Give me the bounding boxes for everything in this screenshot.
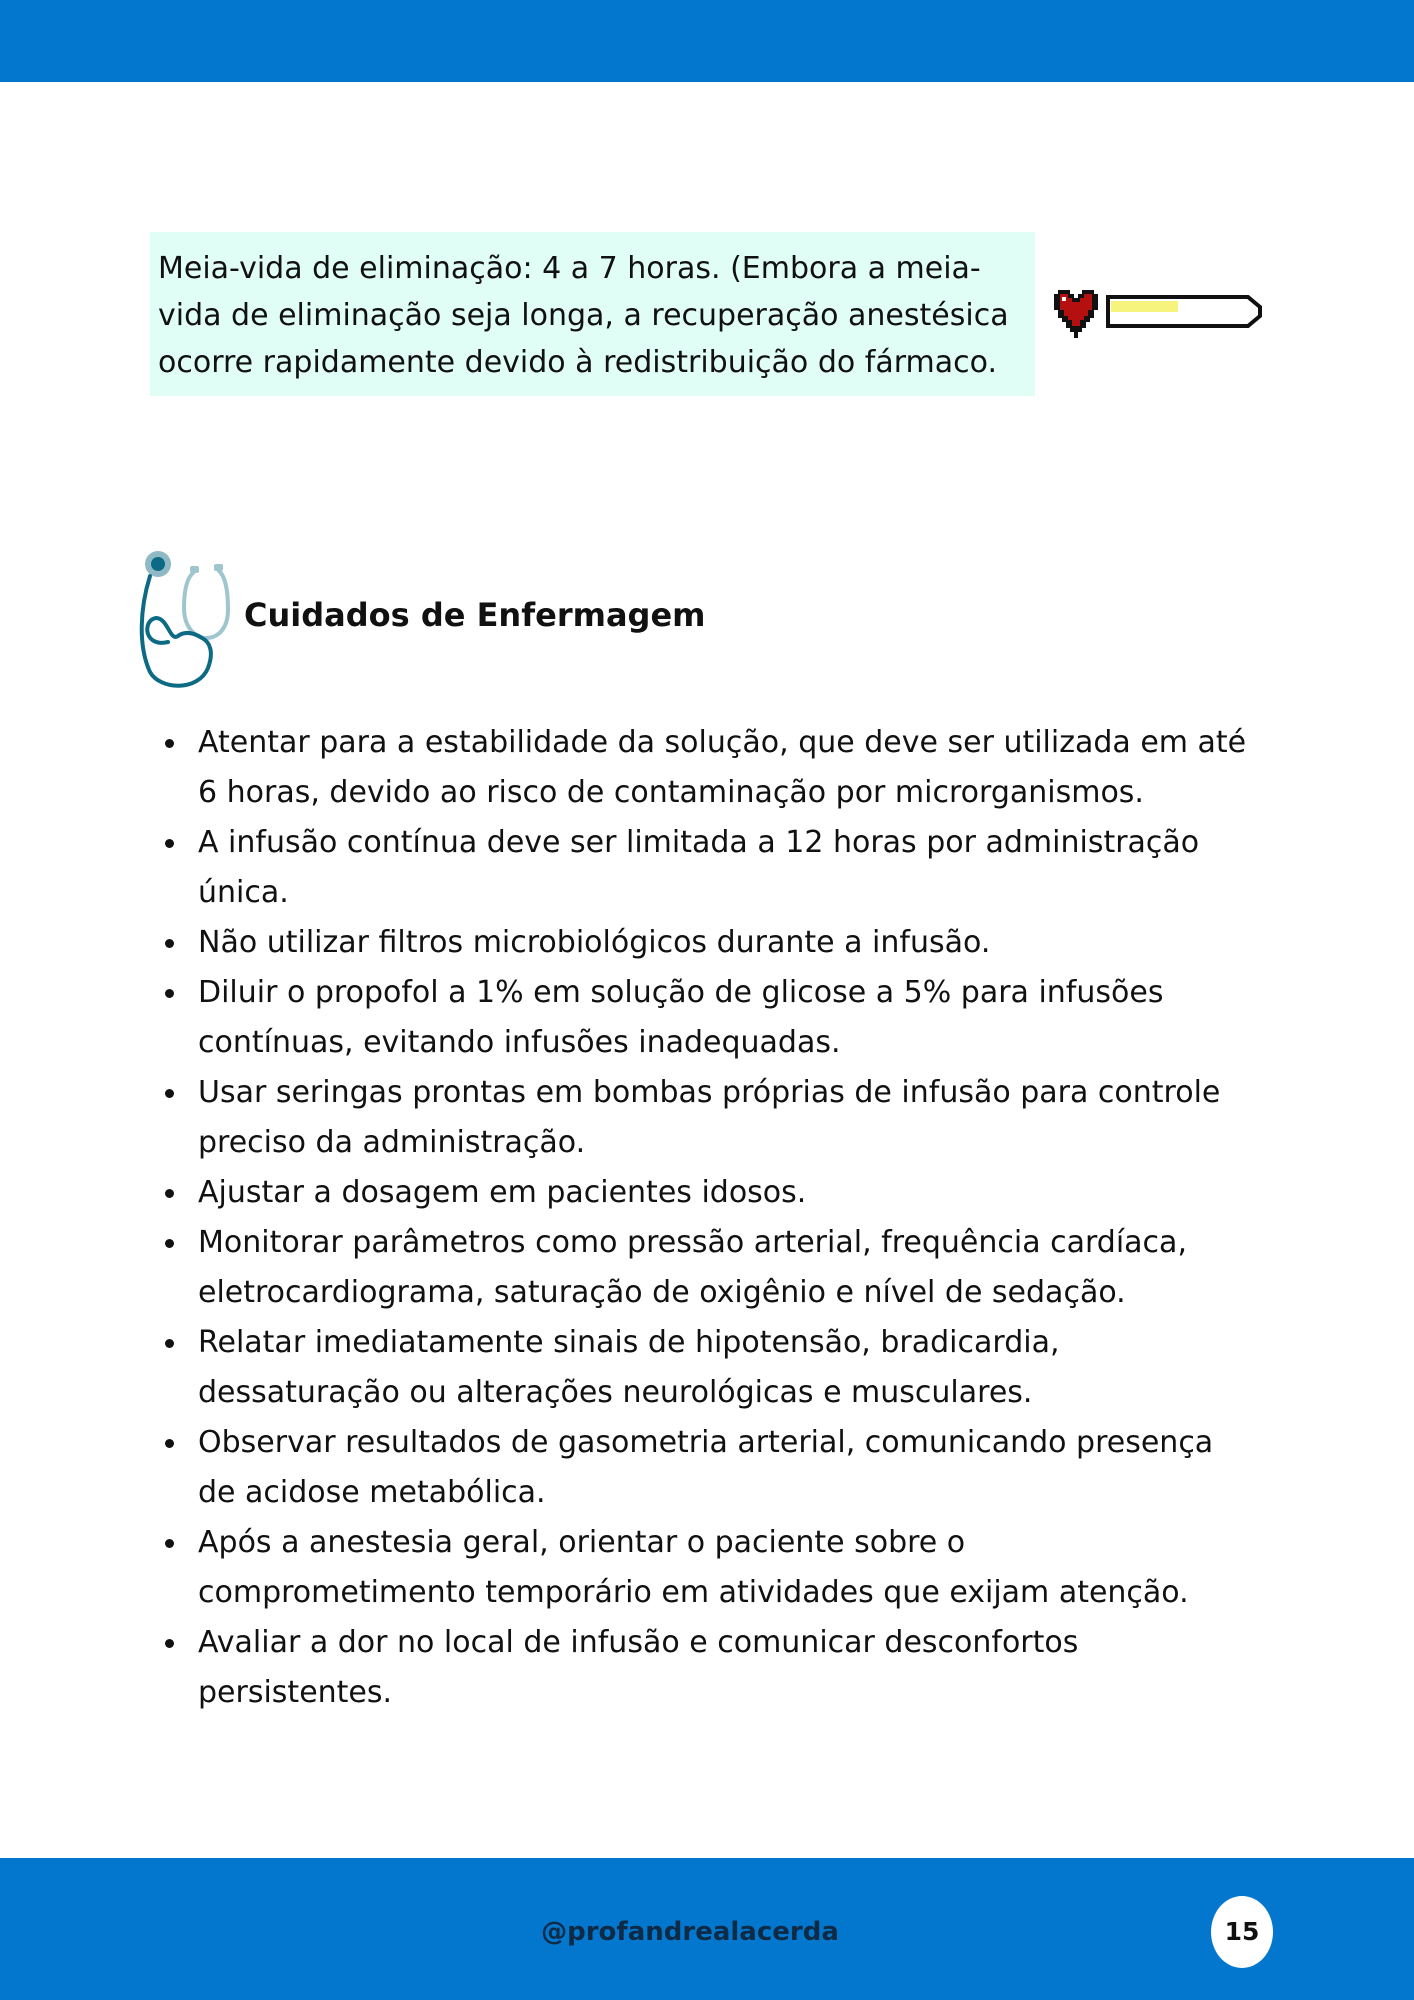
header-bar (0, 0, 1414, 82)
list-item-text: Monitorar parâmetros como pressão arterial, frequência cardíaca, (198, 1225, 1187, 1260)
bullet-icon (165, 1189, 174, 1198)
list-item-text: Ajustar a dosagem em pacientes idosos. (198, 1175, 807, 1210)
bullet-icon (165, 1339, 174, 1348)
list-item-text: eletrocardiograma, saturação de oxigênio e nível de sedação. (198, 1275, 1126, 1310)
list-item-text: A infusão contínua deve ser limitada a 12 horas por administração (198, 825, 1200, 860)
list-item-text: Usar seringas prontas em bombas próprias de infusão para controle (198, 1075, 1221, 1110)
list-item-text: comprometimento temporário em atividades que exijam atenção. (198, 1575, 1189, 1610)
list-item (150, 1318, 1290, 1418)
bullet-icon (165, 1539, 174, 1548)
stethoscope-icon (138, 548, 234, 690)
list-item (150, 1518, 1290, 1618)
page-number-badge: 15 (1211, 1896, 1273, 1968)
bullet-icon (165, 1639, 174, 1648)
bullet-icon (165, 839, 174, 848)
list-item-text: Diluir o propofol a 1% em solução de glicose a 5% para infusões (198, 975, 1164, 1010)
list-item (150, 1218, 1290, 1318)
list-item (150, 918, 1290, 968)
list-item-text: contínuas, evitando infusões inadequadas. (198, 1025, 841, 1060)
list-item (150, 1168, 1290, 1218)
info-line: vida de eliminação seja longa, a recuperação anestésica (158, 298, 1009, 333)
bullet-icon (165, 939, 174, 948)
footer-handle[interactable]: @profandrealacerda (541, 1917, 839, 1947)
list-item (150, 718, 1290, 818)
list-item (150, 1418, 1290, 1518)
list-item-text: dessaturação ou alterações neurológicas e musculares. (198, 1375, 1033, 1410)
list-item (150, 818, 1290, 918)
heart-health-bar-icon (1048, 286, 1264, 344)
list-item-text: Observar resultados de gasometria arterial, comunicando presença (198, 1425, 1214, 1460)
list-item-text: Atentar para a estabilidade da solução, que deve ser utilizada em até (198, 725, 1247, 760)
bullet-icon (165, 1089, 174, 1098)
list-item-text: Não utilizar filtros microbiológicos durante a infusão. (198, 925, 991, 960)
list-item (150, 1068, 1290, 1168)
bullet-icon (165, 739, 174, 748)
bullet-icon (165, 1439, 174, 1448)
nursing-care-list (150, 718, 1290, 1718)
list-item-text: Relatar imediatamente sinais de hipotensão, bradicardia, (198, 1325, 1060, 1360)
list-item-text: Após a anestesia geral, orientar o paciente sobre o (198, 1525, 966, 1560)
list-item-text: preciso da administração. (198, 1125, 586, 1160)
list-item-text: Avaliar a dor no local de infusão e comunicar desconfortos (198, 1625, 1079, 1660)
half-life-info-box (150, 232, 1035, 396)
list-item (150, 968, 1290, 1068)
bullet-icon (165, 1239, 174, 1248)
pixel-heart-icon (1054, 290, 1098, 338)
info-line: ocorre rapidamente devido à redistribuição do fármaco. (158, 345, 997, 380)
section-title: Cuidados de Enfermagem (244, 596, 706, 634)
list-item-text: de acidose metabólica. (198, 1475, 546, 1510)
info-line: Meia-vida de eliminação: 4 a 7 horas. (Embora a meia- (158, 251, 981, 286)
list-item-text: 6 horas, devido ao risco de contaminação por microrganismos. (198, 775, 1144, 810)
bullet-icon (165, 989, 174, 998)
list-item (150, 1618, 1290, 1718)
health-bar-fill (1111, 301, 1178, 312)
list-item-text: persistentes. (198, 1675, 393, 1710)
list-item-text: única. (198, 875, 289, 910)
